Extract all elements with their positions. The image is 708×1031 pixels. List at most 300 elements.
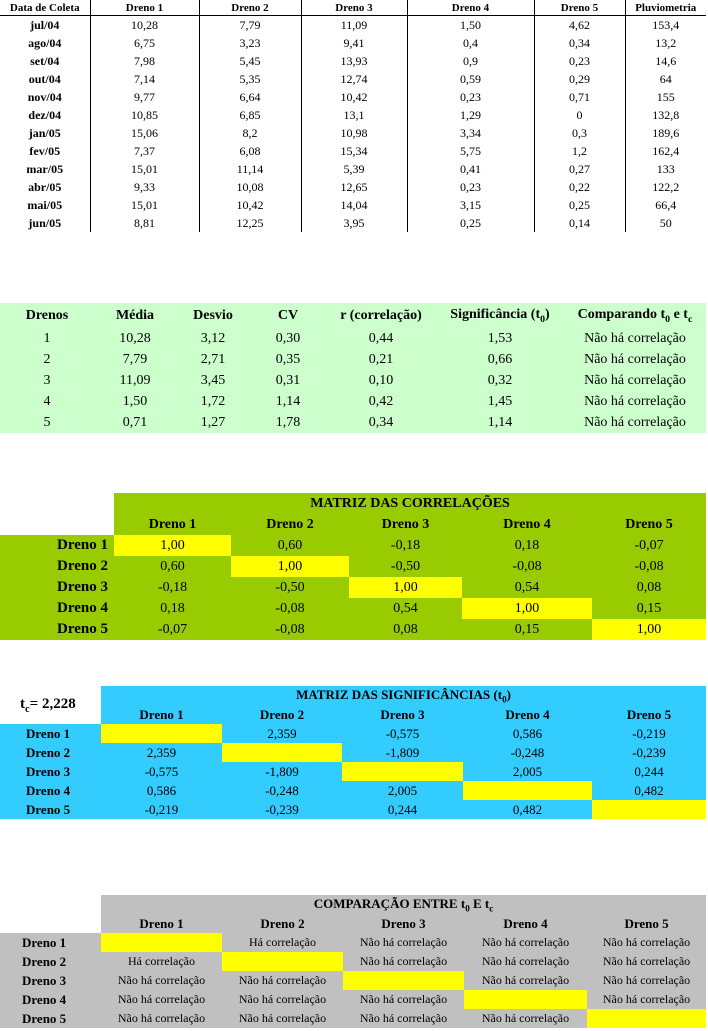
stat-cell: 1,72 bbox=[200, 393, 226, 409]
value-cell: 10,28 bbox=[90, 16, 199, 35]
stat-cell: 0,10 bbox=[368, 372, 394, 388]
value-cell: 3,95 bbox=[301, 214, 407, 232]
matrix-row-label: Dreno 5 bbox=[0, 1009, 101, 1028]
matrix-cell: 0,18 bbox=[462, 535, 592, 556]
value-cell: 155 bbox=[625, 88, 706, 106]
table-row bbox=[0, 370, 706, 391]
matrix-row-label: Dreno 1 bbox=[0, 933, 101, 952]
matrix-col-header: Dreno 2 bbox=[222, 914, 343, 933]
table-row bbox=[0, 178, 706, 196]
value-cell: 0,41 bbox=[407, 160, 534, 178]
matrix-row bbox=[0, 577, 706, 598]
matrix-row-label: Dreno 4 bbox=[0, 990, 101, 1009]
matrix-cell: -0,08 bbox=[592, 556, 706, 577]
matrix-col-header: Dreno 3 bbox=[343, 914, 464, 933]
value-cell: 0,59 bbox=[407, 70, 534, 88]
date-cell: mar/05 bbox=[26, 161, 64, 176]
stat-cell: 4 bbox=[43, 393, 51, 409]
stat-cell: 2,71 bbox=[200, 351, 226, 367]
matrix-diagonal-cell bbox=[463, 781, 592, 800]
header-text: Comparando t bbox=[577, 306, 666, 322]
subscript: 0 bbox=[540, 313, 546, 325]
date-cell: dez/04 bbox=[28, 107, 62, 122]
date-cell: fev/05 bbox=[29, 143, 61, 158]
value-cell: 0,14 bbox=[534, 214, 625, 232]
stat-cell: Não há correlação bbox=[584, 330, 686, 346]
matrix-cell: -0,239 bbox=[592, 743, 706, 762]
matrix-diagonal-cell bbox=[101, 724, 222, 743]
stat-cell: 10,28 bbox=[119, 330, 151, 346]
stat-cell: Não há correlação bbox=[584, 351, 686, 367]
col-header bbox=[564, 303, 706, 328]
matrix-title-row bbox=[0, 895, 706, 914]
date-cell: set/04 bbox=[30, 53, 60, 68]
matrix-cell: 2,359 bbox=[101, 743, 222, 762]
matrix-cell: 0,08 bbox=[349, 619, 462, 640]
matrix-row bbox=[0, 556, 706, 577]
value-cell: 1,2 bbox=[534, 142, 625, 160]
value-cell: 10,08 bbox=[199, 178, 301, 196]
date-cell: jan/05 bbox=[28, 125, 61, 140]
value-cell: 13,93 bbox=[301, 52, 407, 70]
value-cell: 10,42 bbox=[301, 88, 407, 106]
matrix-diagonal-cell: 1,00 bbox=[592, 619, 706, 640]
col-header: Média bbox=[115, 307, 155, 323]
value-cell: 1,50 bbox=[407, 16, 534, 35]
table-header-row bbox=[0, 303, 706, 328]
stat-cell: 3,45 bbox=[200, 372, 226, 388]
value-cell: 15,06 bbox=[90, 124, 199, 142]
matrix-diagonal-cell bbox=[592, 800, 706, 819]
value-cell: 11,09 bbox=[301, 16, 407, 35]
value-cell: 5,45 bbox=[199, 52, 301, 70]
matrix-row-label: Dreno 4 bbox=[0, 598, 114, 619]
col-header: Dreno 4 bbox=[407, 0, 534, 16]
table-row bbox=[0, 328, 706, 349]
stat-cell: 0,66 bbox=[487, 351, 513, 367]
table-row bbox=[0, 124, 706, 142]
stat-cell: 3,12 bbox=[200, 330, 226, 346]
matrix-row-label: Dreno 3 bbox=[0, 577, 114, 598]
matrix-cell: -0,07 bbox=[592, 535, 706, 556]
value-cell: 189,6 bbox=[625, 124, 706, 142]
title-text: E t bbox=[469, 895, 490, 911]
matrix-cell: -0,575 bbox=[101, 762, 222, 781]
col-header: Data de Coleta bbox=[0, 0, 90, 16]
tc-label bbox=[0, 686, 101, 724]
value-cell: 15,01 bbox=[90, 160, 199, 178]
matrix-cell: 2,005 bbox=[463, 762, 592, 781]
col-header: Desvio bbox=[193, 307, 233, 323]
matrix-diagonal-cell: 1,00 bbox=[114, 535, 231, 556]
matrix-col-header: Dreno 5 bbox=[592, 705, 706, 724]
value-cell: 6,64 bbox=[199, 88, 301, 106]
matrix-cell: Não há correlação bbox=[101, 971, 222, 990]
matrix-diagonal-cell bbox=[464, 990, 587, 1009]
matrix-diagonal-cell bbox=[222, 952, 343, 971]
matrix-cell: Não há correlação bbox=[464, 1009, 587, 1028]
value-cell: 13,2 bbox=[625, 34, 706, 52]
value-cell: 15,01 bbox=[90, 196, 199, 214]
value-cell: 122,2 bbox=[625, 178, 706, 196]
value-cell: 7,98 bbox=[90, 52, 199, 70]
matrix-cell: -0,219 bbox=[101, 800, 222, 819]
stat-cell: 0,44 bbox=[368, 330, 394, 346]
matrix-row bbox=[0, 535, 706, 556]
matrix-cell: Não há correlação bbox=[101, 1009, 222, 1028]
value-cell: 0 bbox=[534, 106, 625, 124]
value-cell: 15,34 bbox=[301, 142, 407, 160]
stat-cell: 1,78 bbox=[275, 414, 301, 430]
table-row bbox=[0, 142, 706, 160]
matrix-cell: Não há correlação bbox=[222, 971, 343, 990]
matrix-row-label: Dreno 2 bbox=[0, 743, 101, 762]
value-cell: 0,3 bbox=[534, 124, 625, 142]
value-cell: 12,65 bbox=[301, 178, 407, 196]
subscript: c bbox=[489, 903, 494, 914]
matrix-cell: Não há correlação bbox=[587, 952, 706, 971]
matrix-row-label: Dreno 4 bbox=[0, 781, 101, 800]
stat-cell: 0,32 bbox=[487, 372, 513, 388]
date-cell: abr/05 bbox=[28, 179, 62, 194]
matrix-diagonal-cell bbox=[587, 1009, 706, 1028]
statistics-table bbox=[0, 303, 706, 433]
matrix-col-header: Dreno 4 bbox=[464, 914, 587, 933]
value-cell: 8,2 bbox=[199, 124, 301, 142]
value-cell: 3,15 bbox=[407, 196, 534, 214]
matrix-title: MATRIZ DAS CORRELAÇÕES bbox=[114, 493, 706, 514]
stat-cell: 1 bbox=[43, 330, 51, 346]
matrix-col-header: Dreno 1 bbox=[114, 514, 231, 535]
matrix-cell: -0,50 bbox=[349, 556, 462, 577]
stat-cell: 11,09 bbox=[119, 372, 151, 388]
matrix-col-header: Dreno 2 bbox=[222, 705, 342, 724]
value-cell: 6,08 bbox=[199, 142, 301, 160]
matrix-row-label: Dreno 1 bbox=[0, 724, 101, 743]
col-header: CV bbox=[277, 307, 299, 323]
header-text: e t bbox=[670, 306, 688, 322]
matrix-row-label: Dreno 3 bbox=[0, 762, 101, 781]
correlation-matrix bbox=[0, 493, 706, 640]
date-cell: out/04 bbox=[28, 71, 61, 86]
value-cell: 6,85 bbox=[199, 106, 301, 124]
value-cell: 0,25 bbox=[407, 214, 534, 232]
matrix-cell: -0,08 bbox=[231, 619, 349, 640]
matrix-col-header-row bbox=[0, 914, 706, 933]
matrix-diagonal-cell bbox=[342, 762, 463, 781]
matrix-cell: Não há correlação bbox=[343, 1009, 464, 1028]
matrix-cell: Há correlação bbox=[101, 952, 222, 971]
stat-cell: 0,34 bbox=[368, 414, 394, 430]
matrix-col-header: Dreno 1 bbox=[101, 914, 222, 933]
matrix-cell: 0,08 bbox=[592, 577, 706, 598]
value-cell: 0,23 bbox=[407, 88, 534, 106]
value-cell: 10,98 bbox=[301, 124, 407, 142]
stat-cell: 0,42 bbox=[368, 393, 394, 409]
matrix-cell: -0,18 bbox=[349, 535, 462, 556]
matrix-cell: Não há correlação bbox=[343, 952, 464, 971]
value-cell: 3,23 bbox=[199, 34, 301, 52]
matrix-diagonal-cell bbox=[343, 971, 464, 990]
matrix-row bbox=[0, 1009, 706, 1028]
matrix-cell: Não há correlação bbox=[464, 971, 587, 990]
matrix-row bbox=[0, 619, 706, 640]
matrix-cell: 0,586 bbox=[463, 724, 592, 743]
table-row bbox=[0, 412, 706, 433]
col-header: Dreno 3 bbox=[301, 0, 407, 16]
header-text: ) bbox=[545, 306, 550, 322]
matrix-cell: Não há correlação bbox=[343, 990, 464, 1009]
value-cell: 0,22 bbox=[534, 178, 625, 196]
stat-cell: 0,31 bbox=[275, 372, 301, 388]
matrix-cell: -0,50 bbox=[231, 577, 349, 598]
matrix-cell: 0,482 bbox=[592, 781, 706, 800]
stat-cell: 0,30 bbox=[275, 330, 301, 346]
table-row bbox=[0, 196, 706, 214]
header-text: Significância (t bbox=[450, 306, 541, 322]
stat-cell: Não há correlação bbox=[584, 372, 686, 388]
table-row bbox=[0, 52, 706, 70]
col-header: Dreno 5 bbox=[534, 0, 625, 16]
value-cell: 9,41 bbox=[301, 34, 407, 52]
value-cell: 0,27 bbox=[534, 160, 625, 178]
matrix-row-label: Dreno 5 bbox=[0, 619, 114, 640]
col-header bbox=[436, 303, 564, 328]
matrix-diagonal-cell: 1,00 bbox=[462, 598, 592, 619]
stat-cell: 1,53 bbox=[487, 330, 513, 346]
matrix-cell: -0,08 bbox=[231, 598, 349, 619]
matrix-cell: Não há correlação bbox=[464, 952, 587, 971]
date-cell: mai/05 bbox=[27, 197, 63, 212]
significance-matrix bbox=[0, 686, 706, 819]
stat-cell: 1,14 bbox=[275, 393, 301, 409]
matrix-cell: -1,809 bbox=[342, 743, 463, 762]
table-row bbox=[0, 16, 706, 35]
matrix-row bbox=[0, 990, 706, 1009]
matrix-cell: 2,359 bbox=[222, 724, 342, 743]
matrix-cell: 0,244 bbox=[342, 800, 463, 819]
value-cell: 10,85 bbox=[90, 106, 199, 124]
col-header: Pluviometria bbox=[625, 0, 706, 16]
value-cell: 64 bbox=[625, 70, 706, 88]
matrix-col-header: Dreno 2 bbox=[231, 514, 349, 535]
matrix-cell: 0,60 bbox=[114, 556, 231, 577]
matrix-row bbox=[0, 724, 706, 743]
matrix-col-header: Dreno 1 bbox=[101, 705, 222, 724]
matrix-cell: -0,18 bbox=[114, 577, 231, 598]
comparison-matrix bbox=[0, 895, 706, 1028]
tc-value: = 2,228 bbox=[29, 695, 76, 712]
table-row bbox=[0, 106, 706, 124]
value-cell: 162,4 bbox=[625, 142, 706, 160]
matrix-row-label: Dreno 5 bbox=[0, 800, 101, 819]
subscript: c bbox=[25, 703, 30, 715]
value-cell: 0,23 bbox=[407, 178, 534, 196]
matrix-row bbox=[0, 598, 706, 619]
stat-cell: 7,79 bbox=[122, 351, 148, 367]
value-cell: 7,79 bbox=[199, 16, 301, 35]
subscript: 0 bbox=[465, 903, 470, 914]
value-cell: 153,4 bbox=[625, 16, 706, 35]
matrix-row bbox=[0, 781, 706, 800]
stat-cell: 0,71 bbox=[122, 414, 148, 430]
value-cell: 0,25 bbox=[534, 196, 625, 214]
value-cell: 14,04 bbox=[301, 196, 407, 214]
date-cell: ago/04 bbox=[28, 35, 62, 50]
blank-cell bbox=[0, 895, 101, 914]
matrix-cell: -0,575 bbox=[342, 724, 463, 743]
matrix-row-label: Dreno 3 bbox=[0, 971, 101, 990]
value-cell: 0,9 bbox=[407, 52, 534, 70]
matrix-col-header: Dreno 3 bbox=[349, 514, 462, 535]
matrix-cell: 0,586 bbox=[101, 781, 222, 800]
matrix-row bbox=[0, 762, 706, 781]
matrix-cell: Não há correlação bbox=[222, 990, 343, 1009]
matrix-cell: Não há correlação bbox=[587, 971, 706, 990]
stat-cell: Não há correlação bbox=[584, 414, 686, 430]
table-row bbox=[0, 70, 706, 88]
matrix-cell: 0,482 bbox=[463, 800, 592, 819]
matrix-title-row bbox=[0, 493, 706, 514]
matrix-cell: -0,248 bbox=[222, 781, 342, 800]
value-cell: 3,34 bbox=[407, 124, 534, 142]
table-row bbox=[0, 349, 706, 370]
stat-cell: 0,21 bbox=[368, 351, 394, 367]
matrix-cell: 0,15 bbox=[592, 598, 706, 619]
stat-cell: Não há correlação bbox=[584, 393, 686, 409]
matrix-row bbox=[0, 952, 706, 971]
table-row bbox=[0, 160, 706, 178]
matrix-diagonal-cell: 1,00 bbox=[349, 577, 462, 598]
blank-cell bbox=[0, 514, 114, 535]
value-cell: 5,39 bbox=[301, 160, 407, 178]
value-cell: 50 bbox=[625, 214, 706, 232]
col-header: Dreno 2 bbox=[199, 0, 301, 16]
matrix-cell: 0,15 bbox=[462, 619, 592, 640]
matrix-cell: -0,07 bbox=[114, 619, 231, 640]
value-cell: 9,33 bbox=[90, 178, 199, 196]
matrix-col-header-row bbox=[0, 705, 706, 724]
matrix-col-header: Dreno 4 bbox=[462, 514, 592, 535]
value-cell: 4,62 bbox=[534, 16, 625, 35]
value-cell: 8,81 bbox=[90, 214, 199, 232]
subscript: 0 bbox=[665, 313, 671, 325]
table-row bbox=[0, 391, 706, 412]
table-header-row bbox=[0, 0, 706, 16]
matrix-title bbox=[101, 686, 706, 705]
matrix-cell: 0,54 bbox=[462, 577, 592, 598]
matrix-cell: -0,219 bbox=[592, 724, 706, 743]
table-row bbox=[0, 214, 706, 232]
matrix-title bbox=[101, 895, 706, 914]
value-cell: 11,14 bbox=[199, 160, 301, 178]
matrix-cell: 0,54 bbox=[349, 598, 462, 619]
value-cell: 0,23 bbox=[534, 52, 625, 70]
value-cell: 133 bbox=[625, 160, 706, 178]
blank-cell bbox=[0, 914, 101, 933]
value-cell: 12,25 bbox=[199, 214, 301, 232]
value-cell: 5,75 bbox=[407, 142, 534, 160]
stat-cell: 1,50 bbox=[122, 393, 148, 409]
matrix-row-label: Dreno 1 bbox=[0, 535, 114, 556]
matrix-col-header: Dreno 4 bbox=[463, 705, 592, 724]
matrix-cell: -0,239 bbox=[222, 800, 342, 819]
matrix-cell: 2,005 bbox=[342, 781, 463, 800]
title-text: MATRIZ DAS SIGNIFICÂNCIAS (t bbox=[296, 686, 503, 702]
matrix-cell: Há correlação bbox=[222, 933, 343, 952]
stat-cell: 5 bbox=[43, 414, 51, 430]
matrix-cell: -0,248 bbox=[463, 743, 592, 762]
stat-cell: 1,14 bbox=[487, 414, 513, 430]
matrix-cell: Não há correlação bbox=[587, 933, 706, 952]
stat-cell: 0,35 bbox=[275, 351, 301, 367]
value-cell: 1,29 bbox=[407, 106, 534, 124]
title-text: COMPARAÇÃO ENTRE t bbox=[313, 895, 466, 911]
title-text: ) bbox=[506, 686, 511, 702]
matrix-cell: Não há correlação bbox=[222, 1009, 343, 1028]
value-cell: 0,71 bbox=[534, 88, 625, 106]
value-cell: 10,42 bbox=[199, 196, 301, 214]
matrix-row bbox=[0, 743, 706, 762]
value-cell: 7,37 bbox=[90, 142, 199, 160]
table-row bbox=[0, 34, 706, 52]
value-cell: 66,4 bbox=[625, 196, 706, 214]
date-cell: jun/05 bbox=[28, 215, 62, 230]
value-cell: 12,74 bbox=[301, 70, 407, 88]
stat-cell: 2 bbox=[43, 351, 51, 367]
value-cell: 132,8 bbox=[625, 106, 706, 124]
col-header: Dreno 1 bbox=[90, 0, 199, 16]
date-cell: jul/04 bbox=[30, 17, 60, 32]
matrix-cell: Não há correlação bbox=[587, 990, 706, 1009]
matrix-cell: -1,809 bbox=[222, 762, 342, 781]
matrix-row-label: Dreno 2 bbox=[0, 952, 101, 971]
matrix-row bbox=[0, 800, 706, 819]
stat-cell: 1,45 bbox=[487, 393, 513, 409]
matrix-cell: 0,18 bbox=[114, 598, 231, 619]
value-cell: 9,77 bbox=[90, 88, 199, 106]
col-header: r (correlação) bbox=[340, 307, 422, 323]
matrix-col-header: Dreno 5 bbox=[592, 514, 706, 535]
matrix-col-header: Dreno 5 bbox=[587, 914, 706, 933]
table-row bbox=[0, 88, 706, 106]
subscript: 0 bbox=[502, 694, 507, 705]
matrix-cell: -0,08 bbox=[462, 556, 592, 577]
matrix-col-header: Dreno 3 bbox=[342, 705, 463, 724]
value-cell: 14,6 bbox=[625, 52, 706, 70]
matrix-diagonal-cell: 1,00 bbox=[231, 556, 349, 577]
stat-cell: 1,27 bbox=[200, 414, 226, 430]
subscript: c bbox=[687, 313, 693, 325]
matrix-title-row bbox=[0, 686, 706, 705]
value-cell: 13,1 bbox=[301, 106, 407, 124]
matrix-col-header-row bbox=[0, 514, 706, 535]
matrix-row bbox=[0, 933, 706, 952]
matrix-cell: Não há correlação bbox=[101, 990, 222, 1009]
matrix-diagonal-cell bbox=[101, 933, 222, 952]
matrix-cell: Não há correlação bbox=[343, 933, 464, 952]
matrix-diagonal-cell bbox=[222, 743, 342, 762]
tc-letter: t bbox=[20, 695, 25, 712]
stat-cell: 3 bbox=[43, 372, 51, 388]
col-header: Drenos bbox=[25, 307, 69, 323]
value-cell: 0,29 bbox=[534, 70, 625, 88]
value-cell: 7,14 bbox=[90, 70, 199, 88]
date-cell: nov/04 bbox=[27, 89, 62, 104]
matrix-row bbox=[0, 971, 706, 990]
matrix-cell: 0,60 bbox=[231, 535, 349, 556]
matrix-cell: Não há correlação bbox=[464, 933, 587, 952]
